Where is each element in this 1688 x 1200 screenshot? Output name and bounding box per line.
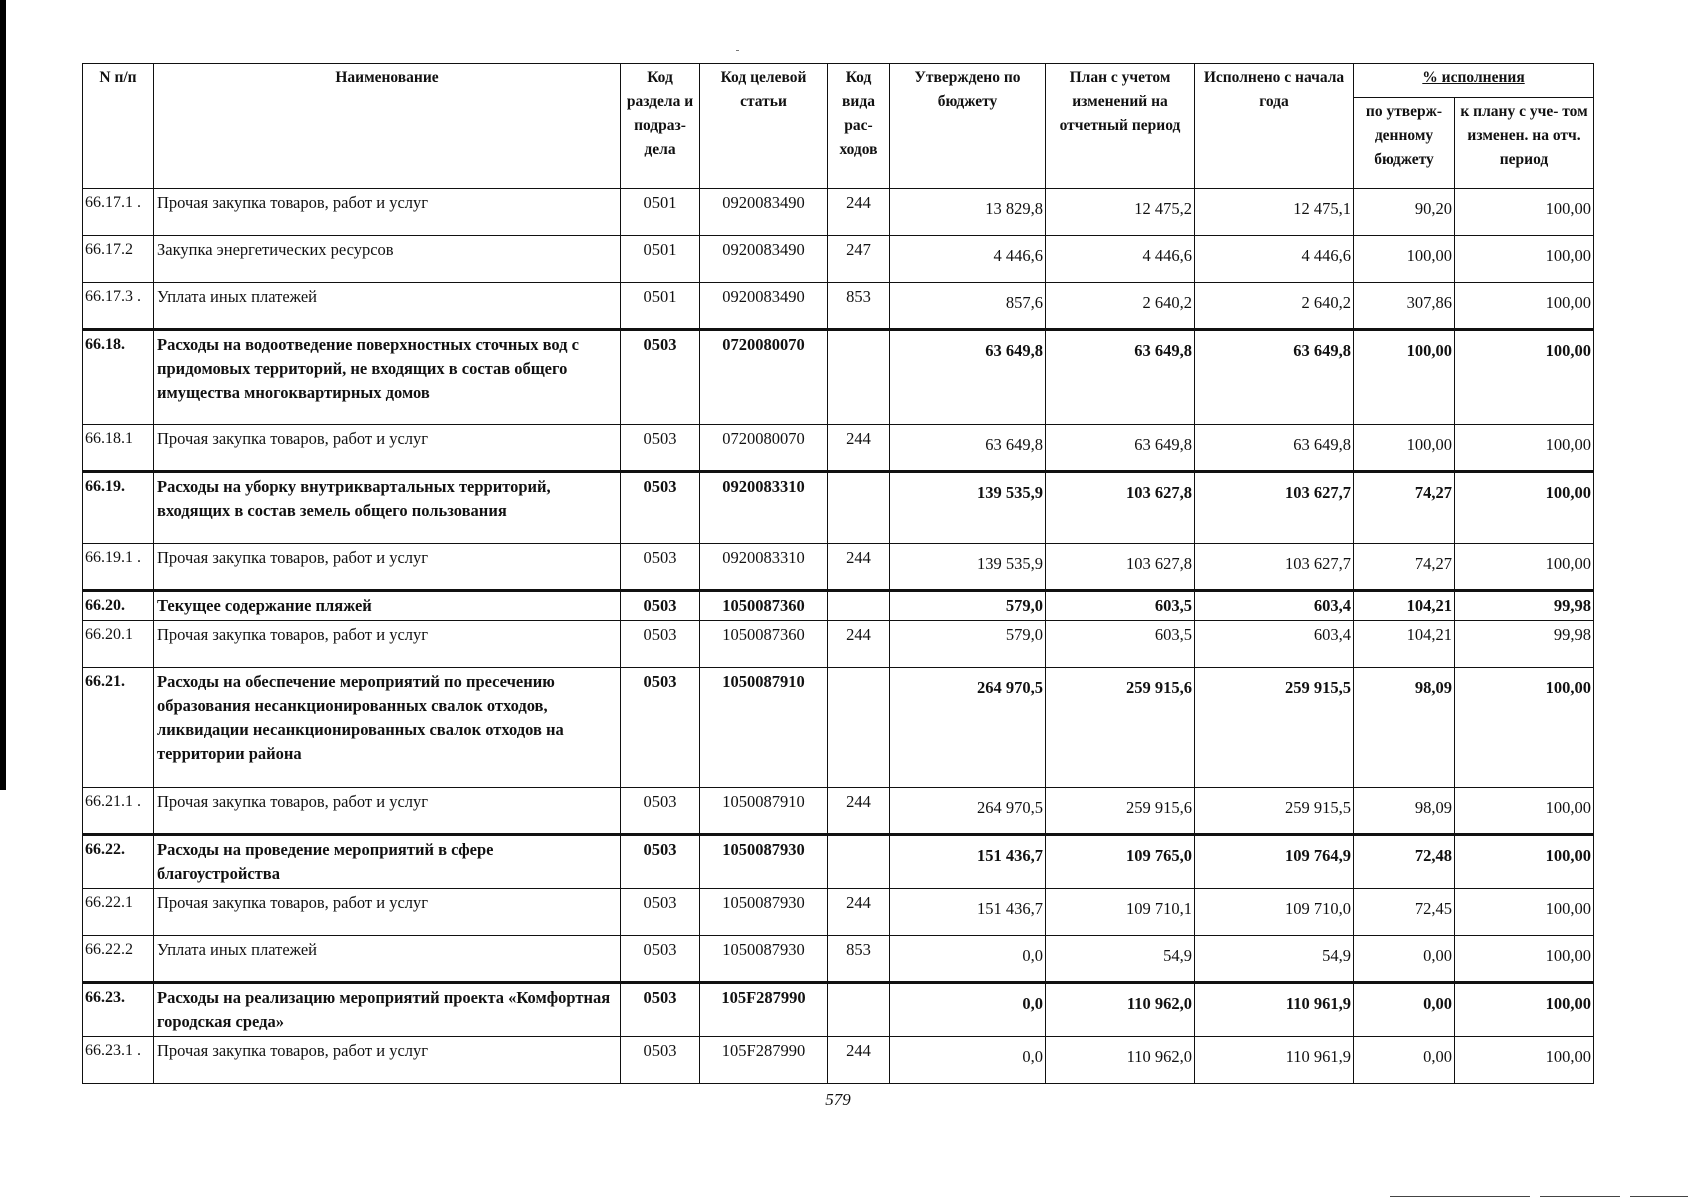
- cell-section-code: 0503: [621, 1037, 700, 1084]
- cell-target-code: 0720080070: [700, 330, 828, 425]
- cell-pct-plan: 100,00: [1455, 889, 1594, 936]
- cell-expense-code: 244: [828, 621, 890, 668]
- cell-name: Прочая закупка товаров, работ и услуг: [154, 889, 621, 936]
- cell-target-code: 1050087930: [700, 936, 828, 983]
- cell-plan: 54,9: [1046, 936, 1195, 983]
- cell-approved: 579,0: [890, 591, 1046, 621]
- cell-pct-plan: 100,00: [1455, 472, 1594, 544]
- cell-pct-budget: 98,09: [1354, 668, 1455, 788]
- cell-name: Прочая закупка товаров, работ и услуг: [154, 788, 621, 835]
- cell-pct-budget: 74,27: [1354, 544, 1455, 591]
- cell-executed: 110 961,9: [1195, 1037, 1354, 1084]
- cell-pct-plan: 100,00: [1455, 283, 1594, 330]
- cell-expense-code: 244: [828, 189, 890, 236]
- cell-approved: 264 970,5: [890, 668, 1046, 788]
- cell-executed: 109 710,0: [1195, 889, 1354, 936]
- scan-edge: [0, 0, 6, 790]
- scan-speck: [736, 50, 739, 51]
- cell-pct-plan: 100,00: [1455, 835, 1594, 889]
- cell-name: Прочая закупка товаров, работ и услуг: [154, 189, 621, 236]
- cell-plan: 110 962,0: [1046, 983, 1195, 1037]
- budget-table-container: [82, 63, 1593, 1084]
- cell-approved: 4 446,6: [890, 236, 1046, 283]
- cell-approved: 0,0: [890, 983, 1046, 1037]
- cell-plan: 103 627,8: [1046, 544, 1195, 591]
- cell-section-code: 0503: [621, 544, 700, 591]
- cell-plan: 63 649,8: [1046, 425, 1195, 472]
- cell-target-code: 1050087360: [700, 591, 828, 621]
- cell-approved: 0,0: [890, 936, 1046, 983]
- cell-name: Уплата иных платежей: [154, 283, 621, 330]
- cell-pct-plan: 99,98: [1455, 621, 1594, 668]
- cell-name: Расходы на реализацию мероприятий проекта «Комфортная городская среда»: [154, 983, 621, 1037]
- cell-pct-budget: 100,00: [1354, 425, 1455, 472]
- cell-plan: 259 915,6: [1046, 788, 1195, 835]
- cell-section-code: 0503: [621, 330, 700, 425]
- cell-section-code: 0503: [621, 621, 700, 668]
- header-approved: Утверждено по бюджету: [890, 64, 1046, 189]
- table-row: [83, 283, 1594, 330]
- cell-expense-code: [828, 668, 890, 788]
- cell-plan: 603,5: [1046, 591, 1195, 621]
- header-plan: План с учетом изменений на отчетный период: [1046, 64, 1195, 189]
- cell-expense-code: 244: [828, 788, 890, 835]
- table-row-section: [83, 472, 1594, 544]
- cell-plan: 12 475,2: [1046, 189, 1195, 236]
- cell-pct-budget: 104,21: [1354, 621, 1455, 668]
- cell-section-code: 0501: [621, 189, 700, 236]
- cell-expense-code: [828, 591, 890, 621]
- cell-expense-code: 853: [828, 936, 890, 983]
- cell-pct-budget: 98,09: [1354, 788, 1455, 835]
- cell-name: Прочая закупка товаров, работ и услуг: [154, 1037, 621, 1084]
- cell-num: 66.21.1 .: [83, 788, 154, 835]
- cell-section-code: 0503: [621, 425, 700, 472]
- cell-executed: 63 649,8: [1195, 330, 1354, 425]
- cell-section-code: 0503: [621, 472, 700, 544]
- cell-plan: 2 640,2: [1046, 283, 1195, 330]
- cell-executed: 103 627,7: [1195, 472, 1354, 544]
- cell-num: 66.22.: [83, 835, 154, 889]
- cell-target-code: 0920083310: [700, 544, 828, 591]
- cell-executed: 109 764,9: [1195, 835, 1354, 889]
- table-row: [83, 236, 1594, 283]
- cell-approved: 139 535,9: [890, 472, 1046, 544]
- cell-plan: 63 649,8: [1046, 330, 1195, 425]
- cell-executed: 54,9: [1195, 936, 1354, 983]
- cell-approved: 63 649,8: [890, 330, 1046, 425]
- cell-section-code: 0503: [621, 983, 700, 1037]
- table-body: [83, 189, 1594, 1084]
- cell-name: Расходы на водоотведение поверхностных сточных вод с придомовых территорий, не входящих в состав общего имущества многоквартирных домов: [154, 330, 621, 425]
- cell-approved: 63 649,8: [890, 425, 1046, 472]
- cell-target-code: 0920083310: [700, 472, 828, 544]
- cell-target-code: 0920083490: [700, 283, 828, 330]
- cell-section-code: 0501: [621, 283, 700, 330]
- cell-target-code: 1050087930: [700, 835, 828, 889]
- cell-plan: 103 627,8: [1046, 472, 1195, 544]
- cell-name: Расходы на обеспечение мероприятий по пресечению образования несанкционированных свалок отходов, ликвидации несанкционированных свалок отходов на территории района: [154, 668, 621, 788]
- table-row-section: [83, 330, 1594, 425]
- scan-artifact-line: [1630, 1196, 1688, 1197]
- cell-pct-plan: 100,00: [1455, 189, 1594, 236]
- header-pct-plan: к плану с уче- том изменен. на отч. период: [1455, 98, 1594, 189]
- cell-executed: 2 640,2: [1195, 283, 1354, 330]
- table-row: [83, 889, 1594, 936]
- cell-target-code: 105F287990: [700, 1037, 828, 1084]
- cell-num: 66.20.1: [83, 621, 154, 668]
- table-row: [83, 544, 1594, 591]
- budget-execution-table: [82, 63, 1594, 1084]
- cell-num: 66.17.1 .: [83, 189, 154, 236]
- cell-pct-plan: 100,00: [1455, 668, 1594, 788]
- cell-num: 66.18.: [83, 330, 154, 425]
- cell-pct-budget: 0,00: [1354, 983, 1455, 1037]
- cell-approved: 151 436,7: [890, 889, 1046, 936]
- cell-executed: 12 475,1: [1195, 189, 1354, 236]
- header-pct-budget: по утверж- денному бюджету: [1354, 98, 1455, 189]
- cell-pct-budget: 104,21: [1354, 591, 1455, 621]
- cell-executed: 259 915,5: [1195, 788, 1354, 835]
- cell-pct-budget: 0,00: [1354, 936, 1455, 983]
- cell-num: 66.19.: [83, 472, 154, 544]
- table-row-section: [83, 983, 1594, 1037]
- table-row: [83, 621, 1594, 668]
- cell-plan: 4 446,6: [1046, 236, 1195, 283]
- cell-section-code: 0503: [621, 788, 700, 835]
- cell-section-code: 0503: [621, 889, 700, 936]
- cell-expense-code: [828, 472, 890, 544]
- cell-pct-budget: 307,86: [1354, 283, 1455, 330]
- cell-num: 66.17.3 .: [83, 283, 154, 330]
- header-executed: Исполнено с начала года: [1195, 64, 1354, 189]
- scan-artifact-line: [1390, 1196, 1530, 1197]
- cell-pct-plan: 99,98: [1455, 591, 1594, 621]
- cell-num: 66.23.: [83, 983, 154, 1037]
- cell-executed: 103 627,7: [1195, 544, 1354, 591]
- header-num: N п/п: [83, 64, 154, 189]
- cell-expense-code: [828, 835, 890, 889]
- cell-approved: 579,0: [890, 621, 1046, 668]
- cell-pct-budget: 100,00: [1354, 330, 1455, 425]
- cell-plan: 259 915,6: [1046, 668, 1195, 788]
- cell-target-code: 0920083490: [700, 189, 828, 236]
- table-row: [83, 1037, 1594, 1084]
- cell-approved: 857,6: [890, 283, 1046, 330]
- cell-name: Прочая закупка товаров, работ и услуг: [154, 544, 621, 591]
- cell-approved: 13 829,8: [890, 189, 1046, 236]
- cell-pct-budget: 100,00: [1354, 236, 1455, 283]
- cell-approved: 151 436,7: [890, 835, 1046, 889]
- cell-target-code: 1050087930: [700, 889, 828, 936]
- cell-section-code: 0501: [621, 236, 700, 283]
- table-row-section: [83, 591, 1594, 621]
- cell-target-code: 0920083490: [700, 236, 828, 283]
- header-expense-code: Код вида рас- ходов: [828, 64, 890, 189]
- cell-executed: 110 961,9: [1195, 983, 1354, 1037]
- cell-num: 66.22.1: [83, 889, 154, 936]
- cell-name: Расходы на проведение мероприятий в сфере благоустройства: [154, 835, 621, 889]
- cell-target-code: 105F287990: [700, 983, 828, 1037]
- cell-name: Прочая закупка товаров, работ и услуг: [154, 621, 621, 668]
- header-name: Наименование: [154, 64, 621, 189]
- cell-num: 66.20.: [83, 591, 154, 621]
- cell-name: Прочая закупка товаров, работ и услуг: [154, 425, 621, 472]
- cell-pct-budget: 72,48: [1354, 835, 1455, 889]
- cell-expense-code: [828, 330, 890, 425]
- cell-num: 66.19.1 .: [83, 544, 154, 591]
- cell-plan: 109 710,1: [1046, 889, 1195, 936]
- cell-executed: 4 446,6: [1195, 236, 1354, 283]
- cell-pct-plan: 100,00: [1455, 544, 1594, 591]
- cell-expense-code: 244: [828, 425, 890, 472]
- cell-section-code: 0503: [621, 668, 700, 788]
- cell-expense-code: 244: [828, 889, 890, 936]
- cell-executed: 63 649,8: [1195, 425, 1354, 472]
- cell-num: 66.22.2: [83, 936, 154, 983]
- cell-num: 66.17.2: [83, 236, 154, 283]
- cell-name: Уплата иных платежей: [154, 936, 621, 983]
- cell-num: 66.21.: [83, 668, 154, 788]
- table-header: [83, 64, 1594, 189]
- cell-pct-budget: 74,27: [1354, 472, 1455, 544]
- cell-expense-code: 244: [828, 1037, 890, 1084]
- cell-target-code: 1050087910: [700, 668, 828, 788]
- cell-pct-plan: 100,00: [1455, 983, 1594, 1037]
- cell-target-code: 1050087360: [700, 621, 828, 668]
- cell-pct-plan: 100,00: [1455, 788, 1594, 835]
- cell-section-code: 0503: [621, 835, 700, 889]
- cell-target-code: 1050087910: [700, 788, 828, 835]
- cell-name: Расходы на уборку внутриквартальных территорий, входящих в состав земель общего пользования: [154, 472, 621, 544]
- table-row: [83, 788, 1594, 835]
- cell-pct-plan: 100,00: [1455, 330, 1594, 425]
- cell-pct-plan: 100,00: [1455, 1037, 1594, 1084]
- cell-approved: 0,0: [890, 1037, 1046, 1084]
- cell-executed: 603,4: [1195, 591, 1354, 621]
- header-pct: % исполнения: [1354, 64, 1594, 98]
- cell-approved: 139 535,9: [890, 544, 1046, 591]
- cell-name: Закупка энергетических ресурсов: [154, 236, 621, 283]
- cell-executed: 603,4: [1195, 621, 1354, 668]
- cell-pct-budget: 0,00: [1354, 1037, 1455, 1084]
- table-row: [83, 425, 1594, 472]
- cell-pct-budget: 72,45: [1354, 889, 1455, 936]
- cell-num: 66.18.1: [83, 425, 154, 472]
- cell-pct-plan: 100,00: [1455, 936, 1594, 983]
- table-row-section: [83, 835, 1594, 889]
- scan-artifact-line: [1540, 1196, 1620, 1197]
- cell-expense-code: [828, 983, 890, 1037]
- cell-executed: 259 915,5: [1195, 668, 1354, 788]
- cell-name: Текущее содержание пляжей: [154, 591, 621, 621]
- page-number: 579: [825, 1090, 851, 1109]
- header-section-code: Код раздела и подраз- дела: [621, 64, 700, 189]
- cell-num: 66.23.1 .: [83, 1037, 154, 1084]
- cell-target-code: 0720080070: [700, 425, 828, 472]
- cell-approved: 264 970,5: [890, 788, 1046, 835]
- cell-pct-plan: 100,00: [1455, 425, 1594, 472]
- cell-expense-code: 247: [828, 236, 890, 283]
- cell-plan: 603,5: [1046, 621, 1195, 668]
- table-row-section: [83, 668, 1594, 788]
- cell-expense-code: 853: [828, 283, 890, 330]
- cell-section-code: 0503: [621, 591, 700, 621]
- table-row: [83, 936, 1594, 983]
- cell-plan: 109 765,0: [1046, 835, 1195, 889]
- cell-pct-plan: 100,00: [1455, 236, 1594, 283]
- header-target-code: Код целевой статьи: [700, 64, 828, 189]
- cell-section-code: 0503: [621, 936, 700, 983]
- table-row: [83, 189, 1594, 236]
- cell-expense-code: 244: [828, 544, 890, 591]
- cell-pct-budget: 90,20: [1354, 189, 1455, 236]
- cell-plan: 110 962,0: [1046, 1037, 1195, 1084]
